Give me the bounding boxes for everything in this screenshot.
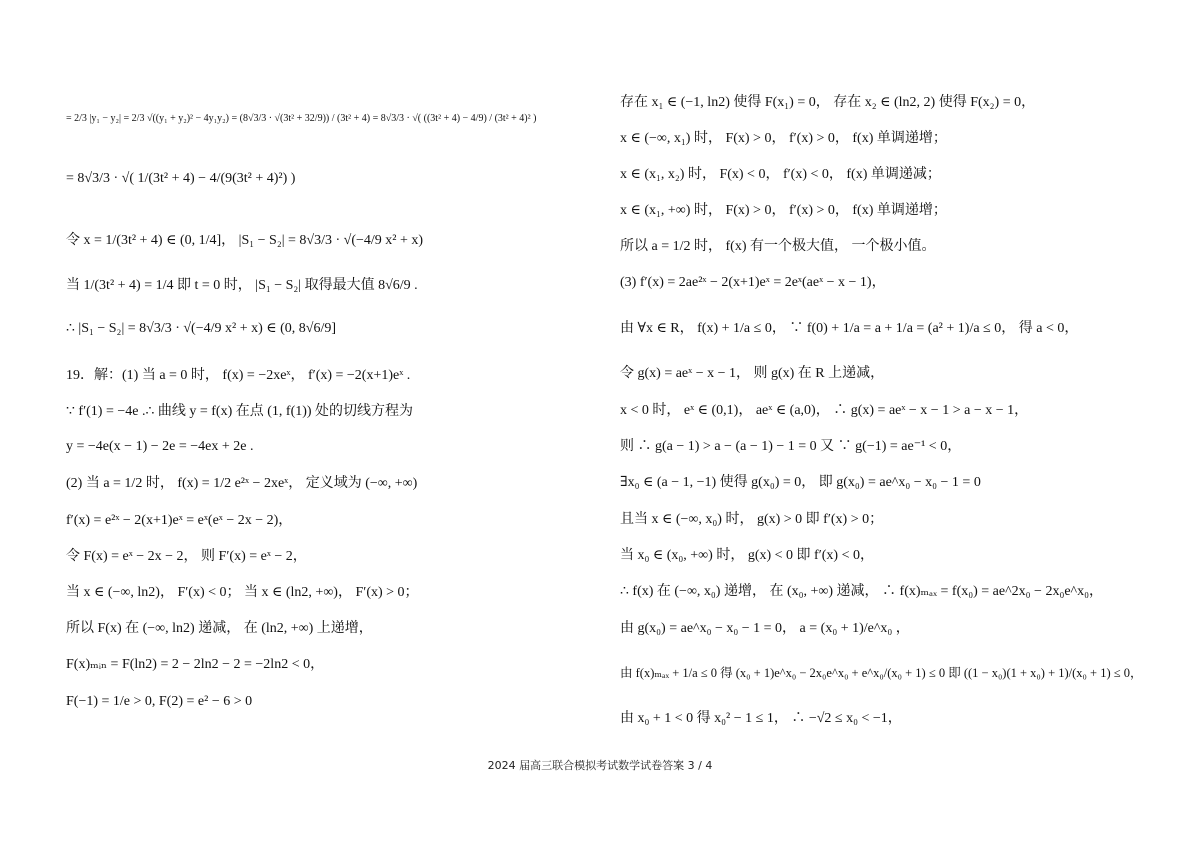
- right-line-1: 存在 x₁ ∈ (−1, ln2) 使得 F(x₁) = 0， 存在 x₂ ∈ (ln2, 2) 使得 F(x₂) = 0，: [620, 95, 1036, 110]
- right-line-6: (3) f′(x) = 2ae²ˣ − 2(x+1)eˣ = 2eˣ(aeˣ − x − 1)，: [620, 275, 886, 290]
- right-line-14: ∴ f(x) 在 (−∞, x₀) 递增， 在 (x₀, +∞) 递减， ∴ f(x)ₘₐₓ = f(x₀) = ae^2x₀ − 2x₀e^x₀，: [620, 584, 1103, 599]
- right-line-9: x < 0 时， eˣ ∈ (0,1)， aeˣ ∈ (a,0)， ∴ g(x) = aeˣ − x − 1 > a − x − 1，: [620, 403, 1029, 418]
- left-line-5: ∴ |S₁ − S₂| = 8√3/3 · √(−4/9 x² + x) ∈ (0, 8√6/9]: [66, 321, 337, 336]
- right-line-5: 所以 a = 1/2 时， f(x) 有一个极大值， 一个极小值。: [620, 239, 936, 254]
- left-line-3: 令 x = 1/(3t² + 4) ∈ (0, 1/4]， |S₁ − S₂| = 8√3/3 · √(−4/9 x² + x): [66, 233, 424, 248]
- right-line-8: 令 g(x) = aeˣ − x − 1， 则 g(x) 在 R 上递减，: [620, 366, 885, 381]
- right-line-4: x ∈ (x₁, +∞) 时， F(x) > 0， f′(x) > 0， f(x) 单调递增；: [620, 203, 947, 218]
- left-line-9: (2) 当 a = 1/2 时， f(x) = 1/2 e²ˣ − 2xeˣ， 定义域为 (−∞, +∞): [66, 476, 418, 491]
- left-line-12: 当 x ∈ (−∞, ln2)， F′(x) < 0； 当 x ∈ (ln2, +∞)， F′(x) > 0；: [66, 585, 419, 600]
- left-line-11: 令 F(x) = eˣ − 2x − 2， 则 F′(x) = eˣ − 2，: [66, 549, 307, 564]
- right-line-10: 则 ∴ g(a − 1) > a − (a − 1) − 1 = 0 又 ∵ g(−1) = ae⁻¹ < 0，: [620, 439, 962, 454]
- left-line-14: F(x)ₘᵢₙ = F(ln2) = 2 − 2ln2 − 2 = −2ln2 < 0，: [66, 657, 325, 672]
- right-line-11: ∃x₀ ∈ (a − 1, −1) 使得 g(x₀) = 0， 即 g(x₀) = ae^x₀ − x₀ − 1 = 0: [620, 475, 981, 490]
- page-footer: 2024 届高三联合模拟考试数学试卷答案 3 / 4: [487, 759, 713, 772]
- left-line-1: = 2/3 |y₁ − y₂| = 2/3 √((y₁ + y₂)² − 4y₁y₂) = (8√3/3 · √(3t² + 32/9)) / (3t² + 4) = 8√3/3 · √( ((3t² + 4) − 4/9) / (3t² + 4)² ): [66, 113, 537, 124]
- right-line-17: 由 x₀ + 1 < 0 得 x₀² − 1 ≤ 1， ∴ −√2 ≤ x₀ < −1，: [620, 711, 902, 726]
- left-line-15: F(−1) = 1/e > 0, F(2) = e² − 6 > 0: [66, 694, 253, 709]
- left-line-4: 当 1/(3t² + 4) = 1/4 即 t = 0 时， |S₁ − S₂| 取得最大值 8√6/9 .: [66, 278, 418, 293]
- right-line-13: 当 x₀ ∈ (x₀, +∞) 时， g(x) < 0 即 f′(x) < 0，: [620, 548, 874, 563]
- left-line-8: y = −4e(x − 1) − 2e = −4ex + 2e .: [66, 439, 254, 454]
- right-line-15: 由 g(x₀) = ae^x₀ − x₀ − 1 = 0， a = (x₀ + 1)/e^x₀ ，: [620, 621, 910, 636]
- left-line-13: 所以 F(x) 在 (−∞, ln2) 递减， 在 (ln2, +∞) 上递增，: [66, 621, 373, 636]
- right-line-2: x ∈ (−∞, x₁) 时， F(x) > 0， f′(x) > 0， f(x) 单调递增；: [620, 131, 947, 146]
- right-line-7: 由 ∀x ∈ R， f(x) + 1/a ≤ 0， ∵ f(0) + 1/a = a + 1/a = (a² + 1)/a ≤ 0， 得 a < 0，: [620, 321, 1079, 336]
- right-line-3: x ∈ (x₁, x₂) 时， F(x) < 0， f′(x) < 0， f(x) 单调递减；: [620, 167, 941, 182]
- right-line-16: 由 f(x)ₘₐₓ + 1/a ≤ 0 得 (x₀ + 1)e^x₀ − 2x₀e^x₀ + e^x₀/(x₀ + 1) ≤ 0 即 ((1 − x₀)(1 + x₀) + 1)/(x₀ + 1) ≤ 0，: [620, 666, 1143, 680]
- left-line-6: 19．解：(1) 当 a = 0 时， f(x) = −2xeˣ， f′(x) = −2(x+1)eˣ .: [66, 368, 411, 383]
- left-line-2: = 8√3/3 · √( 1/(3t² + 4) − 4/(9(3t² + 4)²) ): [66, 171, 296, 186]
- left-line-7: ∵ f′(1) = −4e .∴ 曲线 y = f(x) 在点 (1, f(1)) 处的切线方程为: [66, 404, 414, 419]
- left-line-10: f′(x) = e²ˣ − 2(x+1)eˣ = eˣ(eˣ − 2x − 2)，: [66, 513, 293, 528]
- right-line-12: 且当 x ∈ (−∞, x₀) 时， g(x) > 0 即 f′(x) > 0；: [620, 512, 884, 527]
